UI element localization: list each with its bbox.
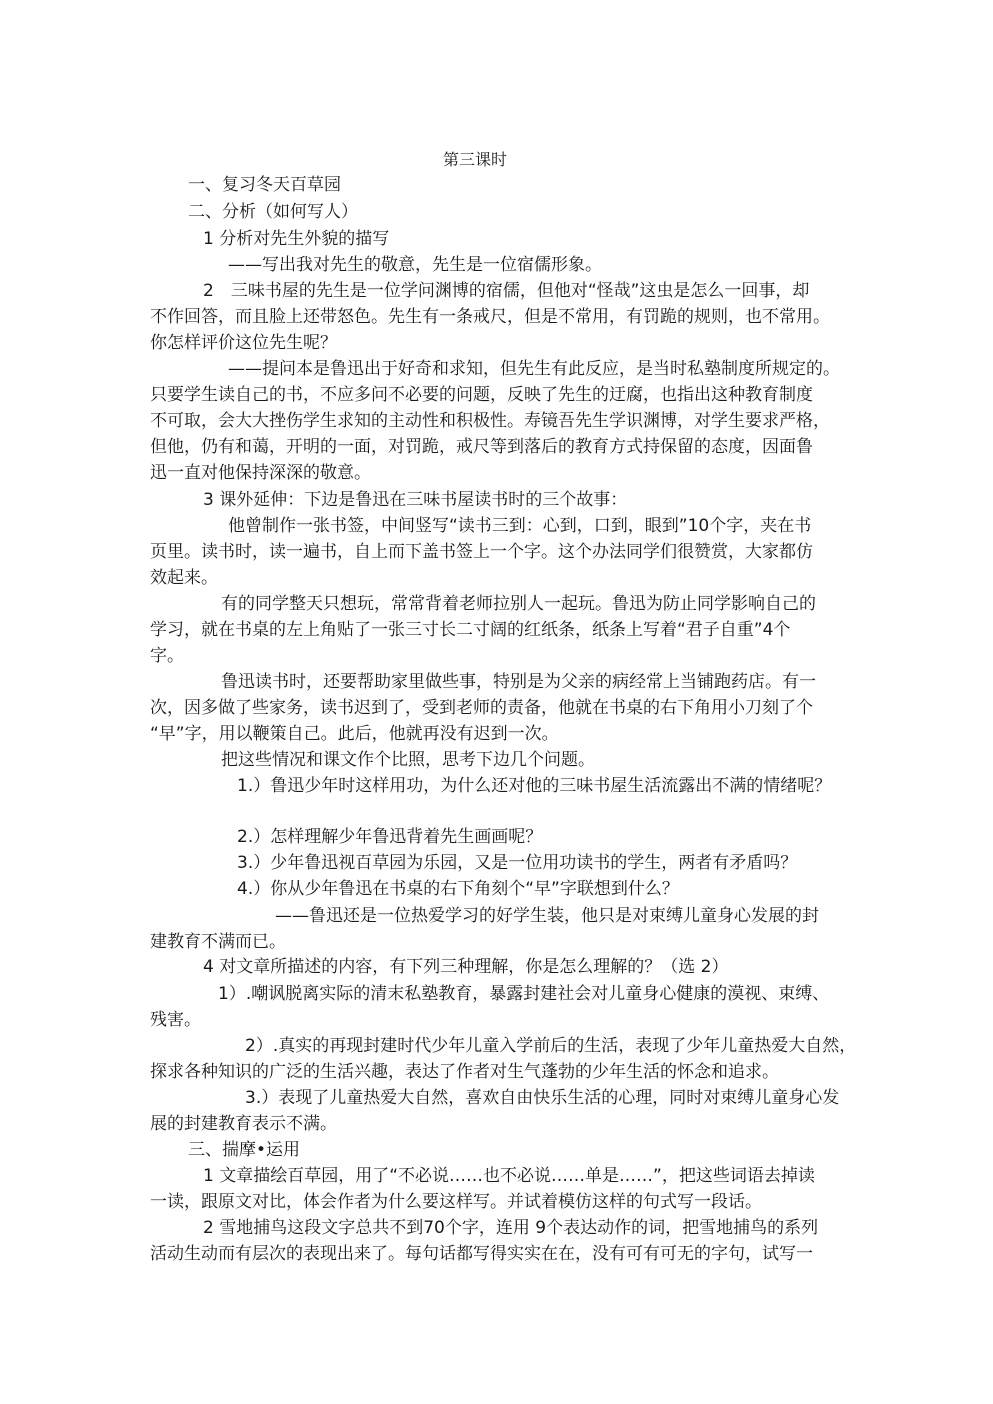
text-line: ——提问本是鲁迅出于好奇和求知，但先生有此反应，是当时私塾制度所规定的。 bbox=[228, 359, 840, 379]
text-line: 次，因多做了些家务，读书迟到了，受到老师的责备，他就在书桌的右下角用小刀刻了个 bbox=[150, 698, 813, 718]
text-line: 迅一直对他保持深深的敬意。 bbox=[150, 463, 371, 483]
text-line: 一、复习冬天百草园 bbox=[188, 175, 341, 195]
text-line: 学习，就在书桌的左上角贴了一张三寸长二寸阔的红纸条，纸条上写着“君子自重”4个 bbox=[150, 620, 791, 640]
text-line: 1 文章描绘百草园，用了“不必说……也不必说……单是……”，把这些词语去掉读 bbox=[203, 1166, 815, 1186]
text-line: 不可取，会大大挫伤学生求知的主动性和积极性。寿镜吾先生学识渊博，对学生要求严格， bbox=[150, 411, 830, 431]
text-line: 你怎样评价这位先生呢？ bbox=[150, 333, 337, 353]
text-line: 展的封建教育表示不满。 bbox=[150, 1114, 337, 1134]
text-line: 只要学生读自己的书，不应多问不必要的问题，反映了先生的迂腐，也指出这种教育制度 bbox=[150, 385, 813, 405]
text-line: 2 三味书屋的先生是一位学问渊博的宿儒，但他对“怪哉”这虫是怎么一回事，却 bbox=[203, 281, 810, 301]
text-line: 4.）你从少年鲁迅在书桌的右下角刻个“早”字联想到什么？ bbox=[237, 879, 679, 899]
text-line: 残害。 bbox=[150, 1010, 201, 1030]
page-title: 第三课时 bbox=[443, 150, 508, 169]
text-line: 2 雪地捕鸟这段文字总共不到70个字，连用 9个表达动作的词，把雪地捕鸟的系列 bbox=[203, 1218, 819, 1238]
text-line: 1.）鲁迅少年时这样用功，为什么还对他的三味书屋生活流露出不满的情绪呢？ bbox=[237, 776, 832, 796]
text-line: 探求各种知识的广泛的生活兴趣，表达了作者对生气蓬勃的少年生活的怀念和追求。 bbox=[150, 1062, 779, 1082]
text-line: 效起来。 bbox=[150, 568, 218, 588]
text-line: 三、揣摩•运用 bbox=[188, 1140, 301, 1160]
text-line: 字。 bbox=[150, 646, 184, 666]
text-line: 1）.嘲讽脱离实际的清末私塾教育，暴露封建社会对儿童身心健康的漠视、束缚、 bbox=[218, 984, 830, 1004]
text-line: ——写出我对先生的敬意，先生是一位宿儒形象。 bbox=[228, 255, 602, 275]
text-line: 2）.真实的再现封建时代少年儿童入学前后的生活，表现了少年儿童热爱大自然， bbox=[245, 1036, 857, 1056]
text-line: 有的同学整天只想玩，常常背着老师拉别人一起玩。鲁迅为防止同学影响自己的 bbox=[221, 594, 816, 614]
text-line: 二、分析（如何写人） bbox=[188, 202, 358, 222]
text-line: ——鲁迅还是一位热爱学习的好学生装，他只是对束缚儿童身心发展的封 bbox=[275, 906, 819, 926]
text-line: 鲁迅读书时，还要帮助家里做些事，特别是为父亲的病经常上当铺跑药店。有一 bbox=[221, 672, 816, 692]
text-line: 3.）少年鲁迅视百草园为乐园，又是一位用功读书的学生，两者有矛盾吗？ bbox=[237, 853, 798, 873]
text-line: 一读，跟原文对比，体会作者为什么要这样写。并试着模仿这样的句式写一段话。 bbox=[150, 1192, 762, 1212]
text-line: 2.）怎样理解少年鲁迅背着先生画画呢？ bbox=[237, 827, 543, 847]
text-line: 4 对文章所描述的内容，有下列三种理解，你是怎么理解的？（选 2） bbox=[203, 957, 729, 977]
text-line: 不作回答，而且脸上还带怒色。先生有一条戒尺，但是不常用，有罚跪的规则，也不常用。 bbox=[150, 307, 830, 327]
text-line: 但他，仍有和蔼，开明的一面，对罚跪，戒尺等到落后的教育方式持保留的态度，因面鲁 bbox=[150, 437, 813, 457]
text-line: 建教育不满而已。 bbox=[150, 932, 286, 952]
text-line: “早”字，用以鞭策自己。此后，他就再没有迟到一次。 bbox=[150, 724, 559, 744]
text-line: 页里。读书时，读一遍书，自上而下盖书签上一个字。这个办法同学们很赞赏，大家都仿 bbox=[150, 542, 813, 562]
text-line: 把这些情况和课文作个比照，思考下边几个问题。 bbox=[221, 750, 595, 770]
text-line: 3 课外延伸：下边是鲁迅在三味书屋读书时的三个故事： bbox=[203, 490, 628, 510]
text-line: 1 分析对先生外貌的描写 bbox=[203, 229, 390, 249]
text-line: 3.）表现了儿童热爱大自然，喜欢自由快乐生活的心理，同时对束缚儿童身心发 bbox=[245, 1088, 840, 1108]
text-line: 他曾制作一张书签，中间竖写“读书三到：心到，口到，眼到”10个字，夹在书 bbox=[228, 516, 812, 536]
text-line: 活动生动而有层次的表现出来了。每句话都写得实实在在，没有可有可无的字句，试写一 bbox=[150, 1244, 813, 1264]
